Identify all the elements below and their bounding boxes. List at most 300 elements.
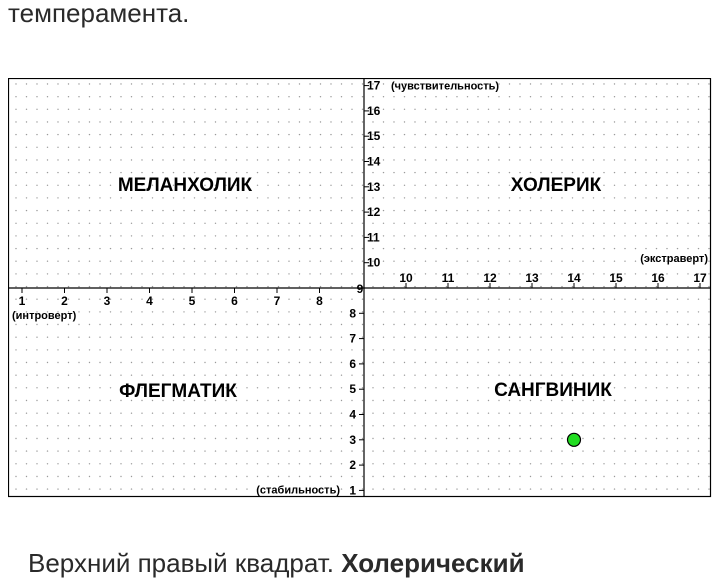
grid-dot [278,349,279,350]
grid-dot [551,248,552,249]
grid-dot [414,413,415,414]
grid-dot [446,299,447,300]
grid-dot [141,121,142,122]
grid-dot [435,248,436,249]
grid-dot [582,235,583,236]
grid-dot [498,185,499,186]
grid-dot [257,134,258,135]
grid-dot [530,438,531,439]
grid-dot [330,476,331,477]
grid-dot [467,185,468,186]
grid-dot [299,375,300,376]
grid-dot [614,172,615,173]
grid-dot [78,261,79,262]
grid-dot [309,273,310,274]
grid-dot [99,172,100,173]
grid-dot [393,413,394,414]
grid-dot [656,413,657,414]
grid-dot [26,159,27,160]
grid-dot [152,349,153,350]
grid-dot [414,147,415,148]
grid-dot [414,121,415,122]
grid-dot [15,299,16,300]
grid-dot [456,185,457,186]
grid-dot [603,311,604,312]
grid-dot [204,121,205,122]
grid-dot [341,172,342,173]
grid-dot [666,210,667,211]
grid-dot [57,223,58,224]
grid-dot [498,273,499,274]
intro-text: темперамента. [8,0,190,28]
temperament-chart [8,78,713,500]
grid-dot [341,463,342,464]
grid-dot [645,400,646,401]
grid-dot [141,337,142,338]
grid-dot [36,83,37,84]
grid-dot [309,286,310,287]
grid-dot [572,476,573,477]
grid-dot [267,210,268,211]
grid-dot [593,197,594,198]
grid-dot [603,476,604,477]
grid-dot [57,476,58,477]
grid-dot [551,210,552,211]
grid-dot [488,299,489,300]
grid-dot [624,425,625,426]
grid-dot [309,311,310,312]
grid-dot [698,197,699,198]
grid-dot [26,83,27,84]
grid-dot [572,337,573,338]
grid-dot [204,362,205,363]
grid-dot [404,337,405,338]
grid-dot [288,223,289,224]
grid-dot [36,488,37,489]
grid-dot [288,299,289,300]
grid-dot [36,450,37,451]
grid-dot [698,109,699,110]
grid-dot [582,425,583,426]
grid-dot [498,463,499,464]
grid-dot [509,248,510,249]
grid-dot [561,147,562,148]
grid-dot [708,172,709,173]
grid-dot [498,311,499,312]
grid-dot [372,248,373,249]
grid-dot [141,375,142,376]
y-tick-label: 16 [367,103,381,118]
grid-dot [36,172,37,173]
grid-dot [26,248,27,249]
grid-dot [267,286,268,287]
grid-dot [666,337,667,338]
grid-dot [666,324,667,325]
grid-dot [173,425,174,426]
grid-dot [225,463,226,464]
grid-dot [635,413,636,414]
grid-dot [540,223,541,224]
grid-dot [47,159,48,160]
grid-dot [194,311,195,312]
grid-dot [173,362,174,363]
grid-dot [509,235,510,236]
grid-dot [68,476,69,477]
grid-dot [635,362,636,363]
grid-dot [372,438,373,439]
grid-dot [540,450,541,451]
grid-dot [236,362,237,363]
grid-dot [225,248,226,249]
grid-dot [99,261,100,262]
grid-dot [26,273,27,274]
grid-dot [456,387,457,388]
grid-dot [561,83,562,84]
grid-dot [425,134,426,135]
grid-dot [456,375,457,376]
grid-dot [708,121,709,122]
grid-dot [414,463,415,464]
grid-dot [362,197,363,198]
grid-dot [15,147,16,148]
grid-dot [698,172,699,173]
grid-dot [78,299,79,300]
grid-dot [687,273,688,274]
grid-dot [204,159,205,160]
grid-dot [656,210,657,211]
grid-dot [78,235,79,236]
grid-dot [614,413,615,414]
grid-dot [15,463,16,464]
grid-dot [603,83,604,84]
grid-dot [425,425,426,426]
grid-dot [257,324,258,325]
grid-dot [183,147,184,148]
grid-dot [110,147,111,148]
grid-dot [152,488,153,489]
grid-dot [299,261,300,262]
grid-dot [488,185,489,186]
grid-dot [267,324,268,325]
grid-dot [708,400,709,401]
grid-dot [446,488,447,489]
grid-dot [677,96,678,97]
grid-dot [582,349,583,350]
grid-dot [666,147,667,148]
grid-dot [341,400,342,401]
grid-dot [614,147,615,148]
grid-dot [320,96,321,97]
grid-dot [677,109,678,110]
grid-dot [509,450,510,451]
grid-dot [236,450,237,451]
grid-dot [257,96,258,97]
grid-dot [15,362,16,363]
grid-dot [666,450,667,451]
grid-dot [467,109,468,110]
grid-dot [614,134,615,135]
grid-dot [330,235,331,236]
grid-dot [698,349,699,350]
grid-dot [656,185,657,186]
grid-dot [614,463,615,464]
grid-dot [26,337,27,338]
grid-dot [341,134,342,135]
grid-dot [183,197,184,198]
grid-dot [593,134,594,135]
grid-dot [204,197,205,198]
x-tick-label: 12 [483,271,497,285]
grid-dot [215,311,216,312]
grid-dot [299,172,300,173]
grid-dot [540,210,541,211]
grid-dot [225,197,226,198]
grid-dot [687,121,688,122]
grid-dot [26,299,27,300]
grid-dot [362,223,363,224]
grid-dot [47,273,48,274]
grid-dot [624,349,625,350]
grid-dot [593,83,594,84]
grid-dot [519,197,520,198]
grid-dot [383,134,384,135]
grid-dot [47,438,48,439]
grid-dot [278,172,279,173]
grid-dot [47,185,48,186]
grid-dot [393,210,394,211]
grid-dot [309,235,310,236]
grid-dot [330,400,331,401]
grid-dot [446,324,447,325]
grid-dot [78,463,79,464]
grid-dot [425,324,426,325]
grid-dot [393,476,394,477]
grid-dot [383,299,384,300]
grid-dot [26,450,27,451]
grid-dot [131,337,132,338]
grid-dot [288,324,289,325]
grid-dot [183,121,184,122]
grid-dot [383,197,384,198]
grid-dot [362,476,363,477]
grid-dot [215,450,216,451]
grid-dot [614,159,615,160]
grid-dot [173,261,174,262]
grid-dot [267,476,268,477]
grid-dot [509,210,510,211]
grid-dot [530,324,531,325]
grid-dot [78,121,79,122]
grid-dot [551,463,552,464]
grid-dot [603,159,604,160]
grid-dot [635,324,636,325]
grid-dot [488,109,489,110]
grid-dot [708,337,709,338]
grid-dot [456,413,457,414]
grid-dot [404,375,405,376]
grid-dot [404,476,405,477]
grid-dot [498,488,499,489]
grid-dot [362,450,363,451]
grid-dot [551,273,552,274]
grid-dot [110,425,111,426]
grid-dot [708,134,709,135]
grid-dot [141,463,142,464]
grid-dot [372,197,373,198]
grid-dot [110,96,111,97]
grid-dot [225,96,226,97]
grid-dot [698,463,699,464]
grid-dot [26,197,27,198]
grid-dot [635,172,636,173]
grid-dot [446,159,447,160]
grid-dot [582,134,583,135]
grid-dot [698,375,699,376]
grid-dot [488,147,489,148]
grid-dot [341,362,342,363]
y-tick-label: 8 [349,306,356,321]
grid-dot [383,375,384,376]
grid-dot [351,83,352,84]
grid-dot [57,134,58,135]
grid-dot [393,185,394,186]
grid-dot [656,223,657,224]
grid-dot [477,235,478,236]
grid-dot [215,197,216,198]
grid-dot [582,159,583,160]
grid-dot [330,450,331,451]
grid-dot [120,83,121,84]
grid-dot [320,159,321,160]
grid-dot [162,96,163,97]
grid-dot [15,438,16,439]
grid-dot [173,299,174,300]
grid-dot [372,362,373,363]
grid-dot [435,286,436,287]
grid-dot [131,311,132,312]
grid-dot [698,311,699,312]
grid-dot [26,476,27,477]
grid-dot [131,172,132,173]
grid-dot [446,286,447,287]
grid-dot [488,324,489,325]
grid-dot [477,134,478,135]
grid-dot [383,210,384,211]
grid-dot [456,349,457,350]
grid-dot [656,235,657,236]
grid-dot [404,261,405,262]
grid-dot [309,362,310,363]
grid-dot [593,172,594,173]
grid-dot [404,235,405,236]
grid-dot [26,387,27,388]
grid-dot [183,248,184,249]
grid-dot [677,299,678,300]
grid-dot [141,210,142,211]
grid-dot [645,438,646,439]
grid-dot [687,413,688,414]
grid-dot [36,210,37,211]
grid-dot [372,96,373,97]
grid-dot [57,362,58,363]
grid-dot [551,96,552,97]
grid-dot [194,425,195,426]
grid-dot [488,172,489,173]
grid-dot [624,223,625,224]
grid-dot [215,438,216,439]
grid-dot [257,438,258,439]
grid-dot [215,96,216,97]
grid-dot [656,476,657,477]
grid-dot [204,337,205,338]
grid-dot [288,134,289,135]
grid-dot [278,413,279,414]
grid-dot [68,349,69,350]
grid-dot [561,121,562,122]
grid-dot [362,362,363,363]
grid-dot [47,349,48,350]
grid-dot [152,223,153,224]
grid-dot [341,273,342,274]
grid-dot [341,425,342,426]
grid-dot [257,248,258,249]
grid-dot [225,261,226,262]
grid-dot [404,109,405,110]
grid-dot [204,134,205,135]
grid-dot [635,147,636,148]
grid-dot [330,147,331,148]
grid-dot [572,172,573,173]
grid-dot [414,235,415,236]
grid-dot [110,210,111,211]
grid-dot [687,349,688,350]
grid-dot [393,349,394,350]
grid-dot [708,349,709,350]
grid-dot [530,450,531,451]
grid-dot [110,387,111,388]
grid-dot [341,185,342,186]
grid-dot [173,488,174,489]
grid-dot [257,362,258,363]
grid-dot [687,109,688,110]
grid-dot [372,121,373,122]
grid-dot [78,185,79,186]
grid-dot [372,286,373,287]
grid-dot [299,425,300,426]
grid-dot [446,476,447,477]
grid-dot [299,185,300,186]
grid-dot [698,96,699,97]
grid-dot [456,476,457,477]
grid-dot [582,413,583,414]
grid-dot [204,248,205,249]
grid-dot [383,349,384,350]
grid-dot [635,337,636,338]
grid-dot [236,121,237,122]
grid-dot [47,400,48,401]
grid-dot [36,362,37,363]
grid-dot [519,488,520,489]
grid-dot [362,210,363,211]
grid-dot [120,425,121,426]
grid-dot [78,159,79,160]
grid-dot [393,362,394,363]
grid-dot [278,311,279,312]
grid-dot [372,400,373,401]
grid-dot [530,210,531,211]
grid-dot [225,450,226,451]
grid-dot [89,147,90,148]
